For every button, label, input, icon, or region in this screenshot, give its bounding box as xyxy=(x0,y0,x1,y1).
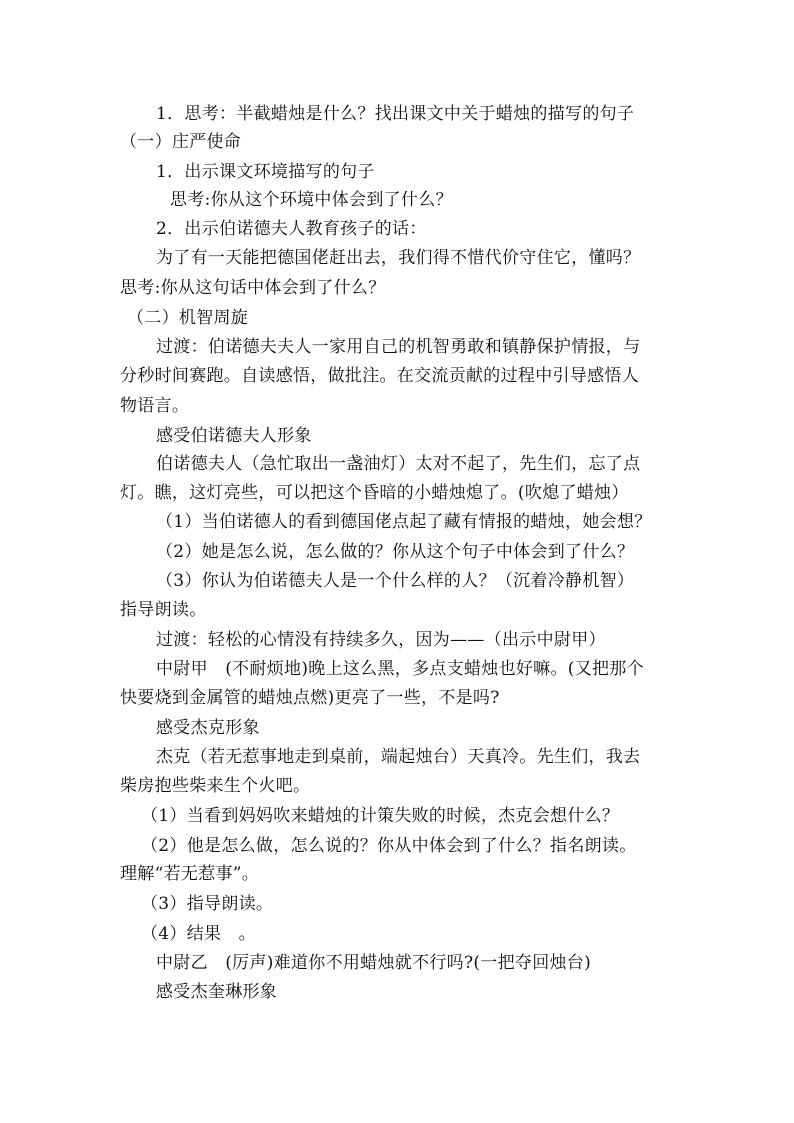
text-line: 理解“若无惹事”。 xyxy=(120,864,260,884)
subheading: 感受杰克形象 xyxy=(156,718,260,738)
text-line: 思考:你从这个环境中体会到了什么？ xyxy=(170,190,453,210)
text-line: （3）你认为伯诺德夫人是一个什么样的人？（沉着冷静机智） xyxy=(156,571,635,591)
subheading: 感受伯诺德夫人形象 xyxy=(156,426,312,446)
text-line: 中尉乙 (厉声)难道你不用蜡烛就不行吗?(一把夺回烛台) xyxy=(156,953,592,973)
text-line: （1）当看到妈妈吹来蜡烛的计策失败的时候，杰克会想什么？ xyxy=(141,806,620,826)
text-line: 指导朗读。 xyxy=(120,600,207,620)
text-line: 快要烧到金属管的蜡烛点燃)更亮了一些，不是吗? xyxy=(120,688,500,708)
text-line: 分秒时间赛跑。自读感悟，做批注。在交流贡献的过程中引导感悟人 xyxy=(120,366,639,386)
text-line: 杰克（若无惹事地走到桌前，端起烛台）天真冷。先生们，我去 xyxy=(156,747,641,767)
text-line: （4）结果 。 xyxy=(141,924,256,944)
text-line: 物语言。 xyxy=(120,396,190,416)
text-line: 1．思考：半截蜡烛是什么？找出课文中关于蜡烛的描写的句子 xyxy=(156,104,635,124)
text-line: 过渡：轻松的心情没有持续多久，因为——（出示中尉甲） xyxy=(156,630,606,650)
section-heading: （二）机智周旋 xyxy=(127,308,249,328)
text-line: （3）指导朗读。 xyxy=(141,894,274,914)
text-line: 伯诺德夫人（急忙取出一盏油灯）太对不起了，先生们，忘了点 xyxy=(156,454,641,474)
text-line: 2．出示伯诺德夫人教育孩子的话： xyxy=(156,219,427,239)
text-line: 1．出示课文环境描写的句子 xyxy=(156,162,375,182)
text-line: （2）他是怎么做，怎么说的？你从中体会到了什么？指名朗读。 xyxy=(141,836,637,856)
text-line: 为了有一天能把德国佬赶出去，我们得不惜代价守住它，懂吗？ xyxy=(156,248,641,268)
text-line: （1）当伯诺德人的看到德国佬点起了藏有情报的蜡烛，她会想？ xyxy=(156,512,652,532)
subheading: 感受杰奎琳形象 xyxy=(156,982,278,1002)
text-line: 过渡：伯诺德夫夫人一家用自己的机智勇敢和镇静保护情报，与 xyxy=(156,337,641,357)
text-line: 思考:你从这句话中体会到了什么？ xyxy=(120,278,386,298)
text-line: 柴房抱些柴来生个火吧。 xyxy=(120,776,311,796)
section-heading: （一）庄严使命 xyxy=(120,132,242,152)
text-line: 中尉甲 (不耐烦地)晚上这么黑，多点支蜡烛也好嘛。(又把那个 xyxy=(156,659,644,679)
text-line: 灯。瞧，这灯亮些，可以把这个昏暗的小蜡烛熄了。(吹熄了蜡烛） xyxy=(120,483,629,503)
text-line: （2）她是怎么说，怎么做的？你从这个句子中体会到了什么？ xyxy=(156,542,635,562)
